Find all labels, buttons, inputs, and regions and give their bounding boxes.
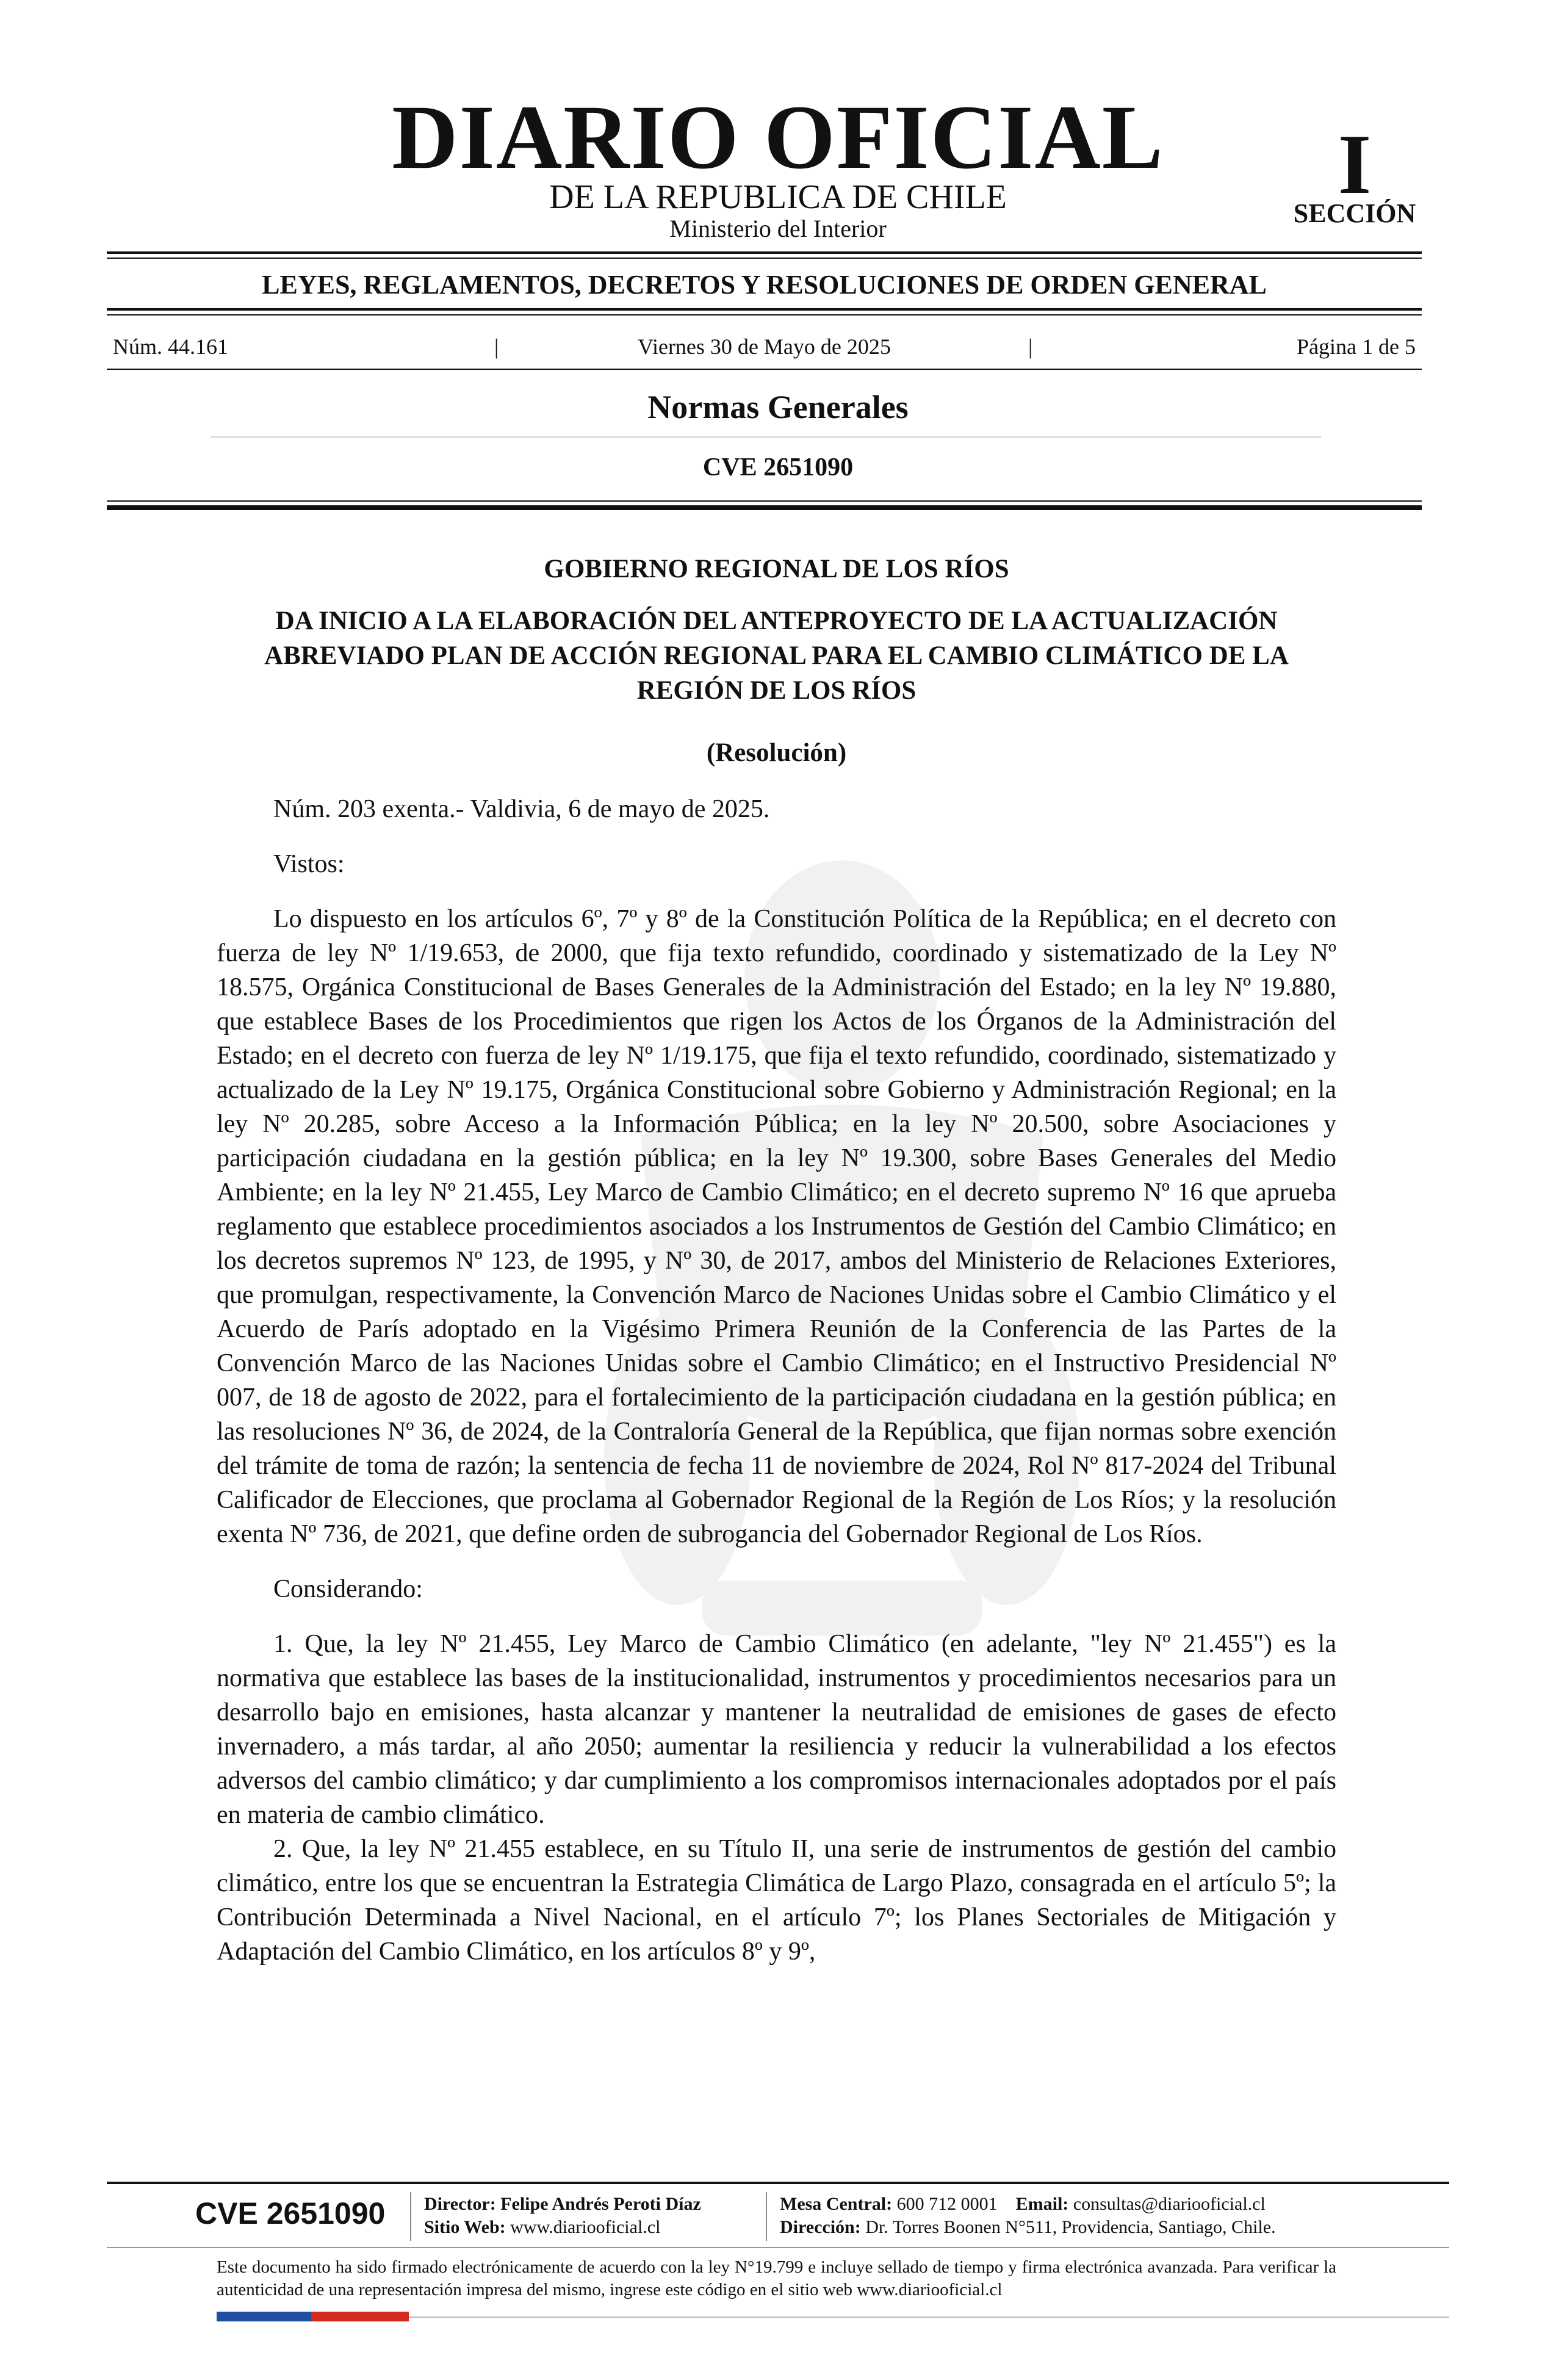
document-title: DA INICIO A LA ELABORACIÓN DEL ANTEPROYECTO DE LA ACTUALIZACIÓN ABREVIADO PLAN DE ACCIÓN REGIONAL PARA EL CAMBIO CLIMÁTICO DE LA REGIÓN DE LOS RÍOS <box>264 607 1289 705</box>
email-link[interactable]: consultas@diariooficial.cl <box>1073 2194 1266 2214</box>
issuing-organization: GOBIERNO REGIONAL DE LOS RÍOS <box>544 555 1009 583</box>
address-text: Dr. Torres Boonen N°511, Providencia, Santiago, Chile. <box>865 2217 1276 2237</box>
section-number: I <box>1338 117 1372 212</box>
phone-number: 600 712 0001 <box>896 2194 998 2214</box>
band-rule-thin <box>107 314 1422 316</box>
considerando-item-2: 2. Que, la ley Nº 21.455 establece, en su Título II, una serie de instrumentos de gestión del cambio climático, entre los que se encuentran la Estrategia Climática de Largo Plazo, consagrada en el artículo 5º; la Contribución Determinada a Nivel Nacional, en el artículo 7º; los Planes Sectoriales de Mitigación y Adaptación del Cambio Climático, en los artículos 8º y 9º, <box>217 1835 1336 1966</box>
info-bar-rule <box>107 369 1422 370</box>
header-rule-thin <box>107 258 1422 259</box>
issue-info-bar <box>113 333 1416 361</box>
band-rule-thick <box>107 308 1422 311</box>
document-body <box>217 552 1336 1969</box>
vistos-paragraph: Lo dispuesto en los artículos 6º, 7º y 8º de la Constitución Política de la República; en el decreto con fuerza de ley Nº 1/19.653, de 2000, que fija texto refundido, coordinado y sistematizado de la Ley Nº 18.575, Orgánica Constitucional de Bases Generales de la Administración del Estado; en la ley Nº 19.880, que establece Bases de los Procedimientos que rigen los Actos de los Órganos de la Administración del Estado; en el decreto con fuerza de ley Nº 1/19.175, que fija el texto refundido, coordinado, sistematizado y actualizado de la Ley Nº 19.175, Orgánica Constitucional sobre Gobierno y Administración Regional; en la ley Nº 20.285, sobre Acceso a la Información Pública; en la ley Nº 20.500, sobre Asociaciones y participación ciudadana en la gestión pública; en la ley Nº 19.300, sobre Bases Generales del Medio Ambiente; en la ley Nº 21.455, Ley Marco de Cambio Climático; en el decreto supremo Nº 16 que aprueba reglamento que establece procedimientos asociados a los Instrumentos de Gestión del Cambio Climático; en los decretos supremos Nº 123, de 1995, y Nº 30, de 2017, ambos del Ministerio de Relaciones Exteriores, que promulgan, respectivamente, la Convención Marco de Naciones Unidas sobre el Cambio Climático y el Acuerdo de París adoptado en la Vigésimo Primera Reunión de la Conferencia de las Partes de la Convención Marco de las Naciones Unidas sobre el Cambio Climático; en el Instructivo Presidencial Nº 007, de 18 de agosto de 2022, para el fortalecimiento de la participación ciudadana en la gestión pública; en las resoluciones Nº 36, de 2024, de la Contraloría General de la República, que fijan normas sobre exención del trámite de toma de razón; la sentencia de fecha 11 de noviembre de 2024, Rol Nº 817-2024 del Tribunal Calificador de Elecciones, que proclama al Gobernador Regional de la Región de Los Ríos; y la resolución exenta Nº 736, de 2021, que define orden de subrogancia del Gobernador Regional de Los Ríos. <box>217 905 1336 1548</box>
considerando-heading: Considerando: <box>273 1575 423 1603</box>
flag-red-segment <box>311 2312 409 2321</box>
vistos-heading: Vistos: <box>273 850 345 878</box>
flag-blue-segment <box>217 2312 311 2321</box>
address-label: Dirección: <box>780 2217 861 2237</box>
director-name: Felipe Andrés Peroti Díaz <box>500 2194 701 2214</box>
site-link[interactable]: www.diariooficial.cl <box>510 2217 661 2237</box>
director-label: Director: <box>424 2194 496 2214</box>
considerando-item-1: 1. Que, la ley Nº 21.455, Ley Marco de Cambio Climático (en adelante, "ley Nº 21.455") es la normativa que establece las bases de la institucionalidad, instrumentos y procedimientos necesarios para un desarrollo bajo en emisiones, hasta alcanzar y mantener la neutralidad de emisiones de gases de efecto invernadero, a más tardar, al año 2050; aumentar la resiliencia y reducir la vulnerabilidad a los efectos adversos del cambio climático; y dar cumplimiento a los compromisos internacionales adoptados por el país en materia de cambio climático. <box>217 1630 1336 1829</box>
section-band: LEYES, REGLAMENTOS, DECRETOS Y RESOLUCIONES DE ORDEN GENERAL <box>262 270 1267 300</box>
cve-rule-thin <box>107 500 1422 502</box>
category-heading: Normas Generales <box>647 389 909 425</box>
footer-director-column <box>424 2193 701 2239</box>
newspaper-subtitle: DE LA REPUBLICA DE CHILE <box>549 178 1007 216</box>
footer-separator <box>410 2192 411 2241</box>
resolution-number-date: Núm. 203 exenta.- Valdivia, 6 de mayo de 2025. <box>273 795 770 823</box>
newspaper-title: DIARIO OFICIAL <box>392 87 1164 188</box>
footer-bottom-line <box>409 2317 1449 2318</box>
issue-number: Núm. 44.161 <box>113 334 228 359</box>
section-label: SECCIÓN <box>1293 198 1416 228</box>
header-rule-thick <box>107 251 1422 254</box>
category-divider <box>211 436 1321 438</box>
footer-cve-code: CVE 2651090 <box>195 2196 386 2230</box>
footer-rule <box>107 2182 1449 2184</box>
issue-date: Viernes 30 de Mayo de 2025 <box>638 334 891 359</box>
cve-code: CVE 2651090 <box>702 453 854 481</box>
footer-separator <box>766 2192 767 2241</box>
phone-label: Mesa Central: <box>780 2194 893 2214</box>
document-type: (Resolución) <box>706 738 847 767</box>
email-label: Email: <box>1015 2194 1069 2214</box>
page-indicator: Página 1 de 5 <box>1297 334 1416 359</box>
info-separator: | <box>1028 334 1033 359</box>
footer-contact-column <box>780 2193 1276 2239</box>
flag-color-strip <box>217 2312 409 2321</box>
footer-divider <box>107 2247 1449 2248</box>
ministry-label: Ministerio del Interior <box>669 215 887 242</box>
signature-notice: Este documento ha sido firmado electrónicamente de acuerdo con la ley N°19.799 e incluye sellado de tiempo y firma electrónica avanzada. Para verificar la autenticidad de una representación impresa del mismo, ingrese este código en el sitio web www.diariooficial.cl <box>217 2257 1336 2299</box>
cve-rule-thick <box>107 505 1422 510</box>
site-label: Sitio Web: <box>424 2217 506 2237</box>
info-separator: | <box>494 334 499 359</box>
